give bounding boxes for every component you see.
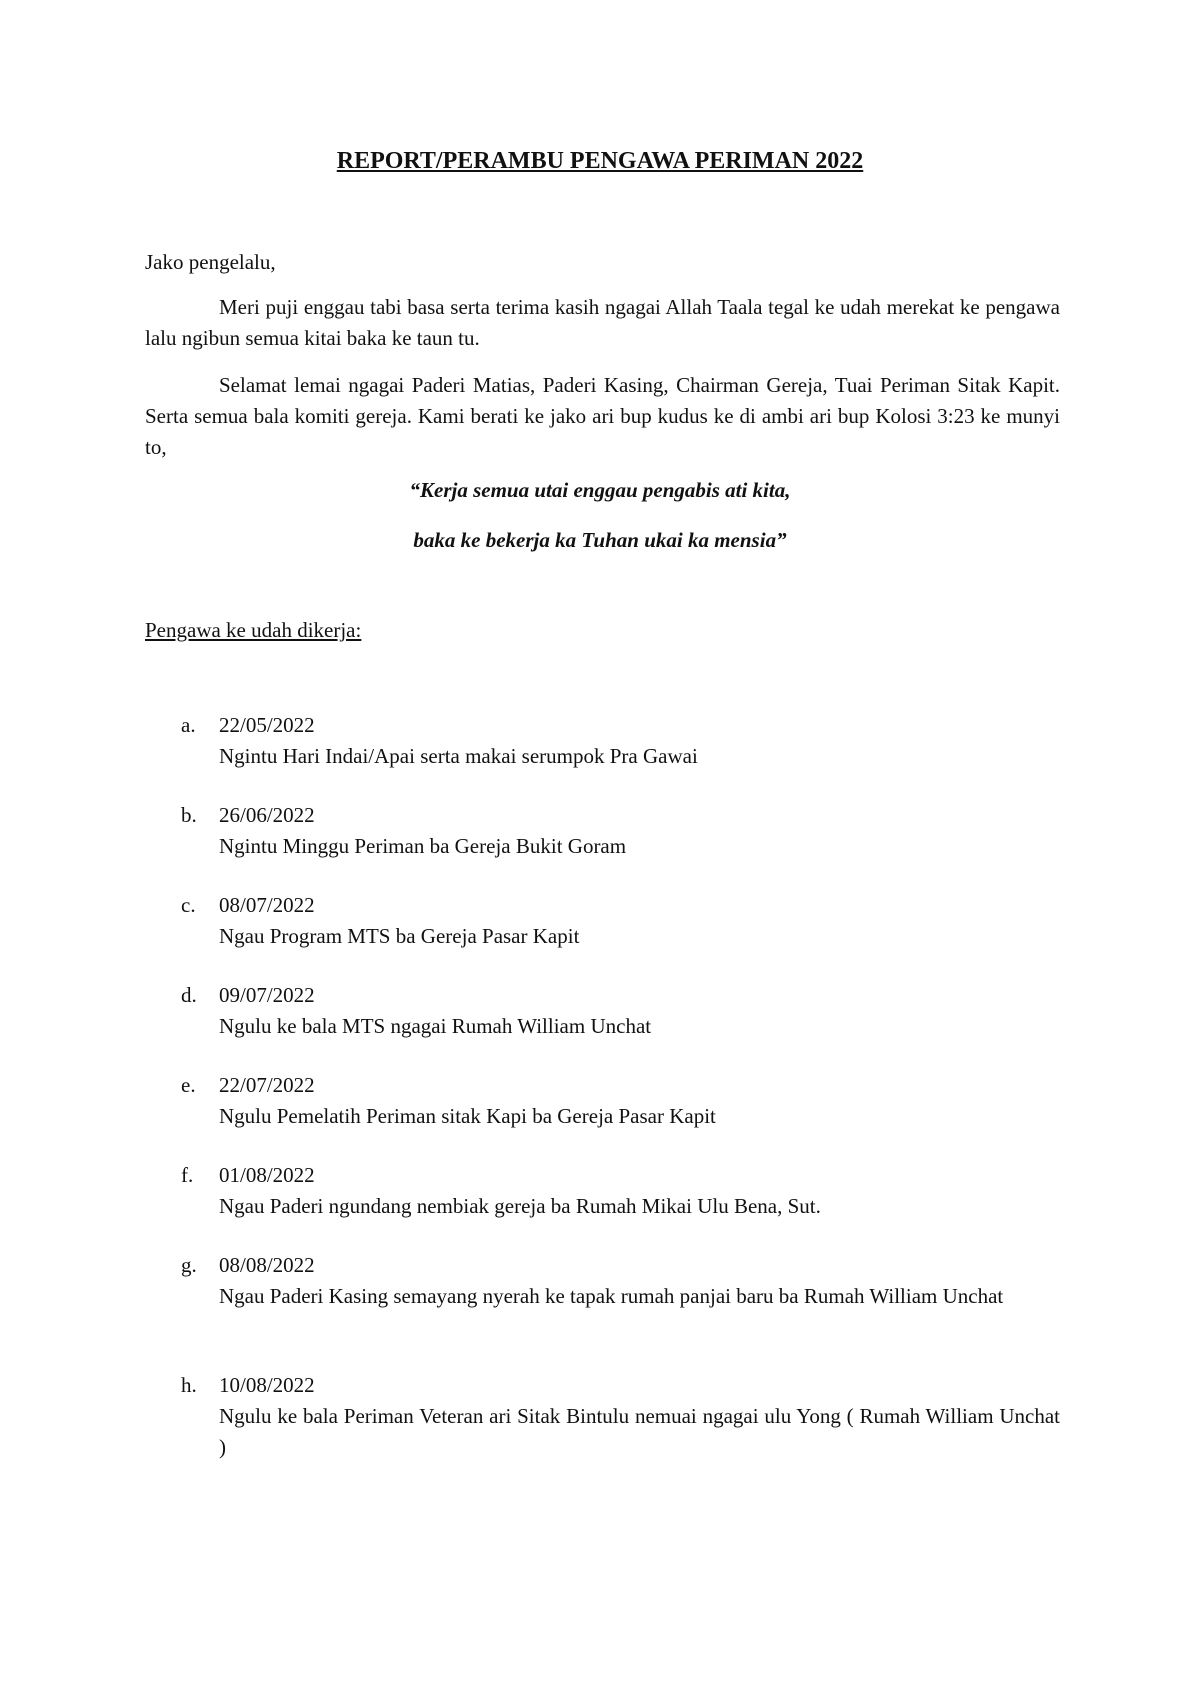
item-date: 08/07/2022 bbox=[219, 893, 315, 917]
section-heading: Pengawa ke udah dikerja: bbox=[145, 618, 362, 642]
item-date: 22/07/2022 bbox=[219, 1073, 315, 1097]
item-text: Ngintu Hari Indai/Apai serta makai serumpok Pra Gawai bbox=[219, 744, 698, 768]
list-item bbox=[145, 980, 1060, 1042]
item-text: Ngau Paderi Kasing semayang nyerah ke tapak rumah panjai baru ba Rumah William Unchat bbox=[219, 1284, 1004, 1308]
item-letter: g. bbox=[181, 1253, 197, 1277]
quote-line-1: “Kerja semua utai enggau pengabis ati kita, bbox=[409, 478, 791, 502]
list-item bbox=[145, 800, 1060, 862]
item-date: 22/05/2022 bbox=[219, 713, 315, 737]
item-text: Ngau Program MTS ba Gereja Pasar Kapit bbox=[219, 924, 580, 948]
item-text: Ngulu ke bala Periman Veteran ari Sitak Bintulu nemuai ngagai ulu Yong ( Rumah William Unchat ) bbox=[219, 1404, 1060, 1459]
item-letter: a. bbox=[181, 713, 196, 737]
greeting: Jako pengelalu, bbox=[145, 250, 276, 274]
item-letter: e. bbox=[181, 1073, 196, 1097]
list-item bbox=[145, 1070, 1060, 1132]
item-date: 26/06/2022 bbox=[219, 803, 315, 827]
list-item bbox=[145, 1160, 1060, 1222]
item-letter: f. bbox=[181, 1163, 194, 1187]
item-date: 01/08/2022 bbox=[219, 1163, 315, 1187]
paragraph-2: Selamat lemai ngagai Paderi Matias, Paderi Kasing, Chairman Gereja, Tuai Periman Sitak Kapit. Serta semua bala komiti gereja. Kami berati ke jako ari bup kudus ke di ambi ari bup Kolosi 3:23 ke munyi to, bbox=[145, 373, 1060, 459]
list-item bbox=[145, 710, 1060, 772]
list-item bbox=[145, 890, 1060, 952]
item-date: 10/08/2022 bbox=[219, 1373, 315, 1397]
list-item bbox=[145, 1250, 1060, 1312]
item-letter: b. bbox=[181, 803, 197, 827]
list-item bbox=[145, 1370, 1060, 1463]
item-date: 09/07/2022 bbox=[219, 983, 315, 1007]
item-text: Ngintu Minggu Periman ba Gereja Bukit Goram bbox=[219, 834, 627, 858]
item-text: Ngau Paderi ngundang nembiak gereja ba Rumah Mikai Ulu Bena, Sut. bbox=[219, 1194, 821, 1218]
item-text: Ngulu Pemelatih Periman sitak Kapi ba Gereja Pasar Kapit bbox=[219, 1104, 716, 1128]
item-date: 08/08/2022 bbox=[219, 1253, 315, 1277]
item-letter: c. bbox=[181, 893, 196, 917]
item-letter: h. bbox=[181, 1373, 197, 1397]
document-title: REPORT/PERAMBU PENGAWA PERIMAN 2022 bbox=[336, 148, 864, 174]
quote-line-2: baka ke bekerja ka Tuhan ukai ka mensia” bbox=[413, 528, 787, 552]
item-text: Ngulu ke bala MTS ngagai Rumah William Unchat bbox=[219, 1014, 652, 1038]
paragraph-1: Meri puji enggau tabi basa serta terima kasih ngagai Allah Taala tegal ke udah merekat ke pengawa lalu ngibun semua kitai baka ke taun tu. bbox=[145, 295, 1060, 350]
item-letter: d. bbox=[181, 983, 197, 1007]
